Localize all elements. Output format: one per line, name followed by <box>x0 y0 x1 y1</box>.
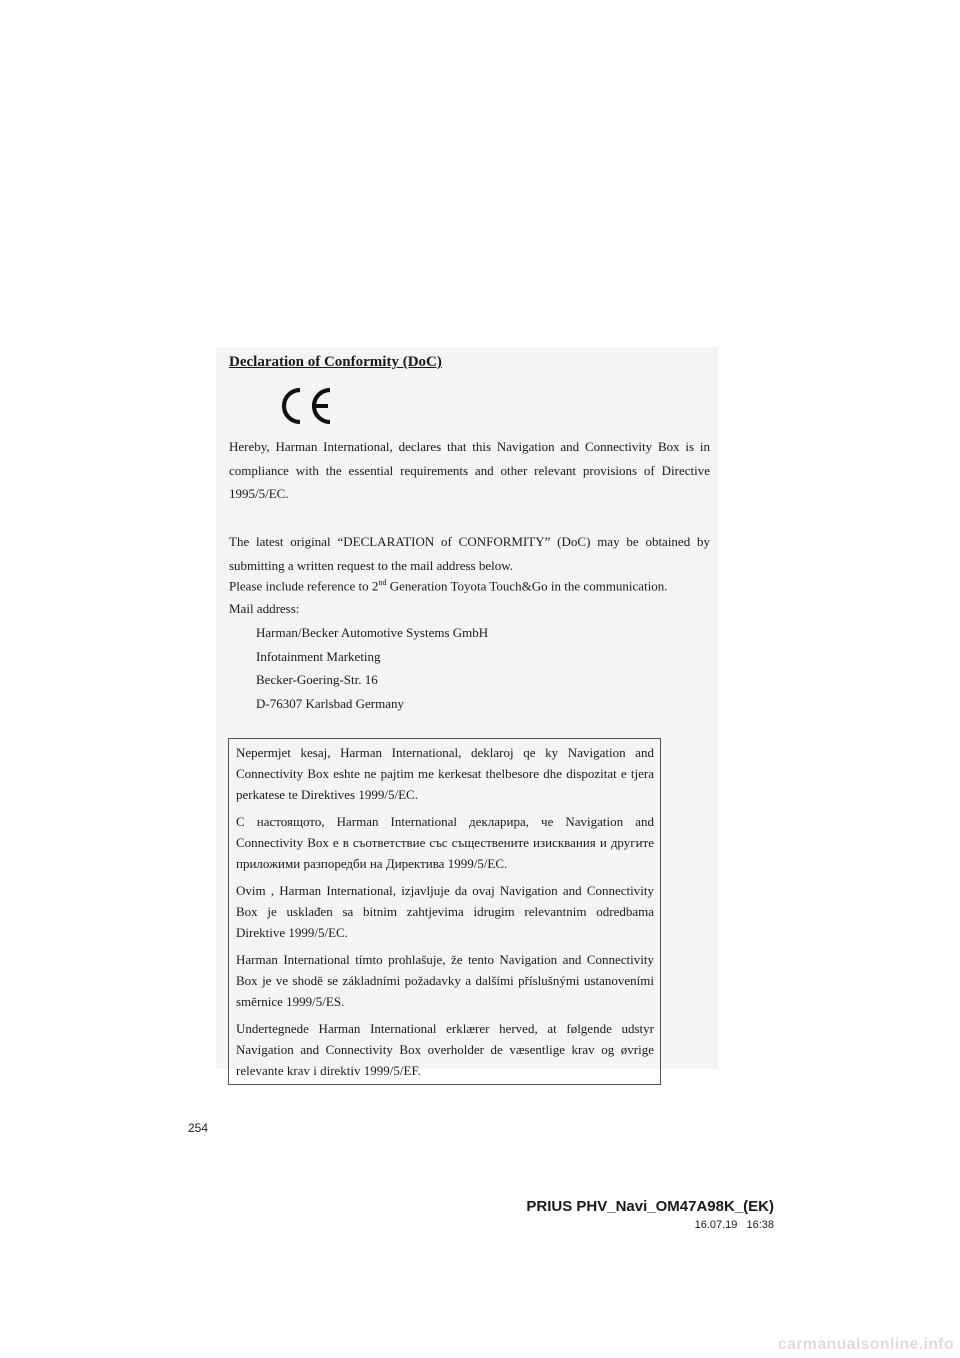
ce-mark-icon <box>276 386 334 426</box>
declaration-bulgarian: С настоящото, Harman International декларира, че Navigation and Connectivity Box е в съответствие със съществените изисквания и другите приложими разпоредби на Директива 1999/5/EC. <box>236 814 654 871</box>
address-line: D-76307 Karlsbad Germany <box>256 696 405 711</box>
footer-timestamp: 16.07.19 16:38 <box>694 1219 774 1231</box>
declaration-croatian: Ovim , Harman International, izjavljuje da ovaj Navigation and Connectivity Box je usklađen sa bitnim zahtjevima idrugim relevantnim odredbama Direktive 1999/5/EC. <box>236 883 654 940</box>
watermark: carmanualsonline.info <box>777 1336 954 1353</box>
address-line: Infotainment Marketing <box>256 649 381 664</box>
mail-label: Mail address: <box>229 601 300 616</box>
doc-request-paragraph: The latest original “DECLARATION of CONFORMITY” (DoC) may be obtained by submitting a written request to the mail address below. <box>229 534 710 573</box>
address-line: Becker-Goering-Str. 16 <box>256 672 378 687</box>
declaration-danish: Undertegnede Harman International erklærer herved, at følgende udstyr Navigation and Connectivity Box overholder de væsentlige krav og øvrige relevante krav i direktiv 1999/5/EF. <box>236 1021 654 1078</box>
footer-doc-id: PRIUS PHV_Navi_OM47A98K_(EK) <box>526 1198 774 1215</box>
declaration-albanian: Nepermjet kesaj, Harman International, deklaroj qe ky Navigation and Connectivity Box eshte ne pajtim me kerkesat thelbesore dhe dispozitat e tjera perkatese te Direktives 1999/5/EC. <box>236 745 654 802</box>
doc-title: Declaration of Conformity (DoC) <box>229 354 442 370</box>
compliance-paragraph: Hereby, Harman International, declares that this Navigation and Connectivity Box is in compliance with the essential requirements and other relevant provisions of Directive 1995/5/EC. <box>229 439 710 501</box>
declaration-czech: Harman International tímto prohlašuje, že tento Navigation and Connectivity Box je ve shodě se základními požadavky a dalšími příslušnými ustanoveními směrnice 1999/5/ES. <box>236 952 654 1009</box>
address-line: Harman/Becker Automotive Systems GmbH <box>256 625 489 640</box>
reference-text-end: Generation Toyota Touch&Go in the communication. <box>386 578 668 594</box>
ordinal-suffix: nd <box>378 578 387 587</box>
reference-text-start: Please include reference to 2 <box>229 578 379 594</box>
reference-line <box>229 578 668 594</box>
page-number: 254 <box>188 1121 209 1135</box>
language-declarations-table <box>228 738 661 1085</box>
